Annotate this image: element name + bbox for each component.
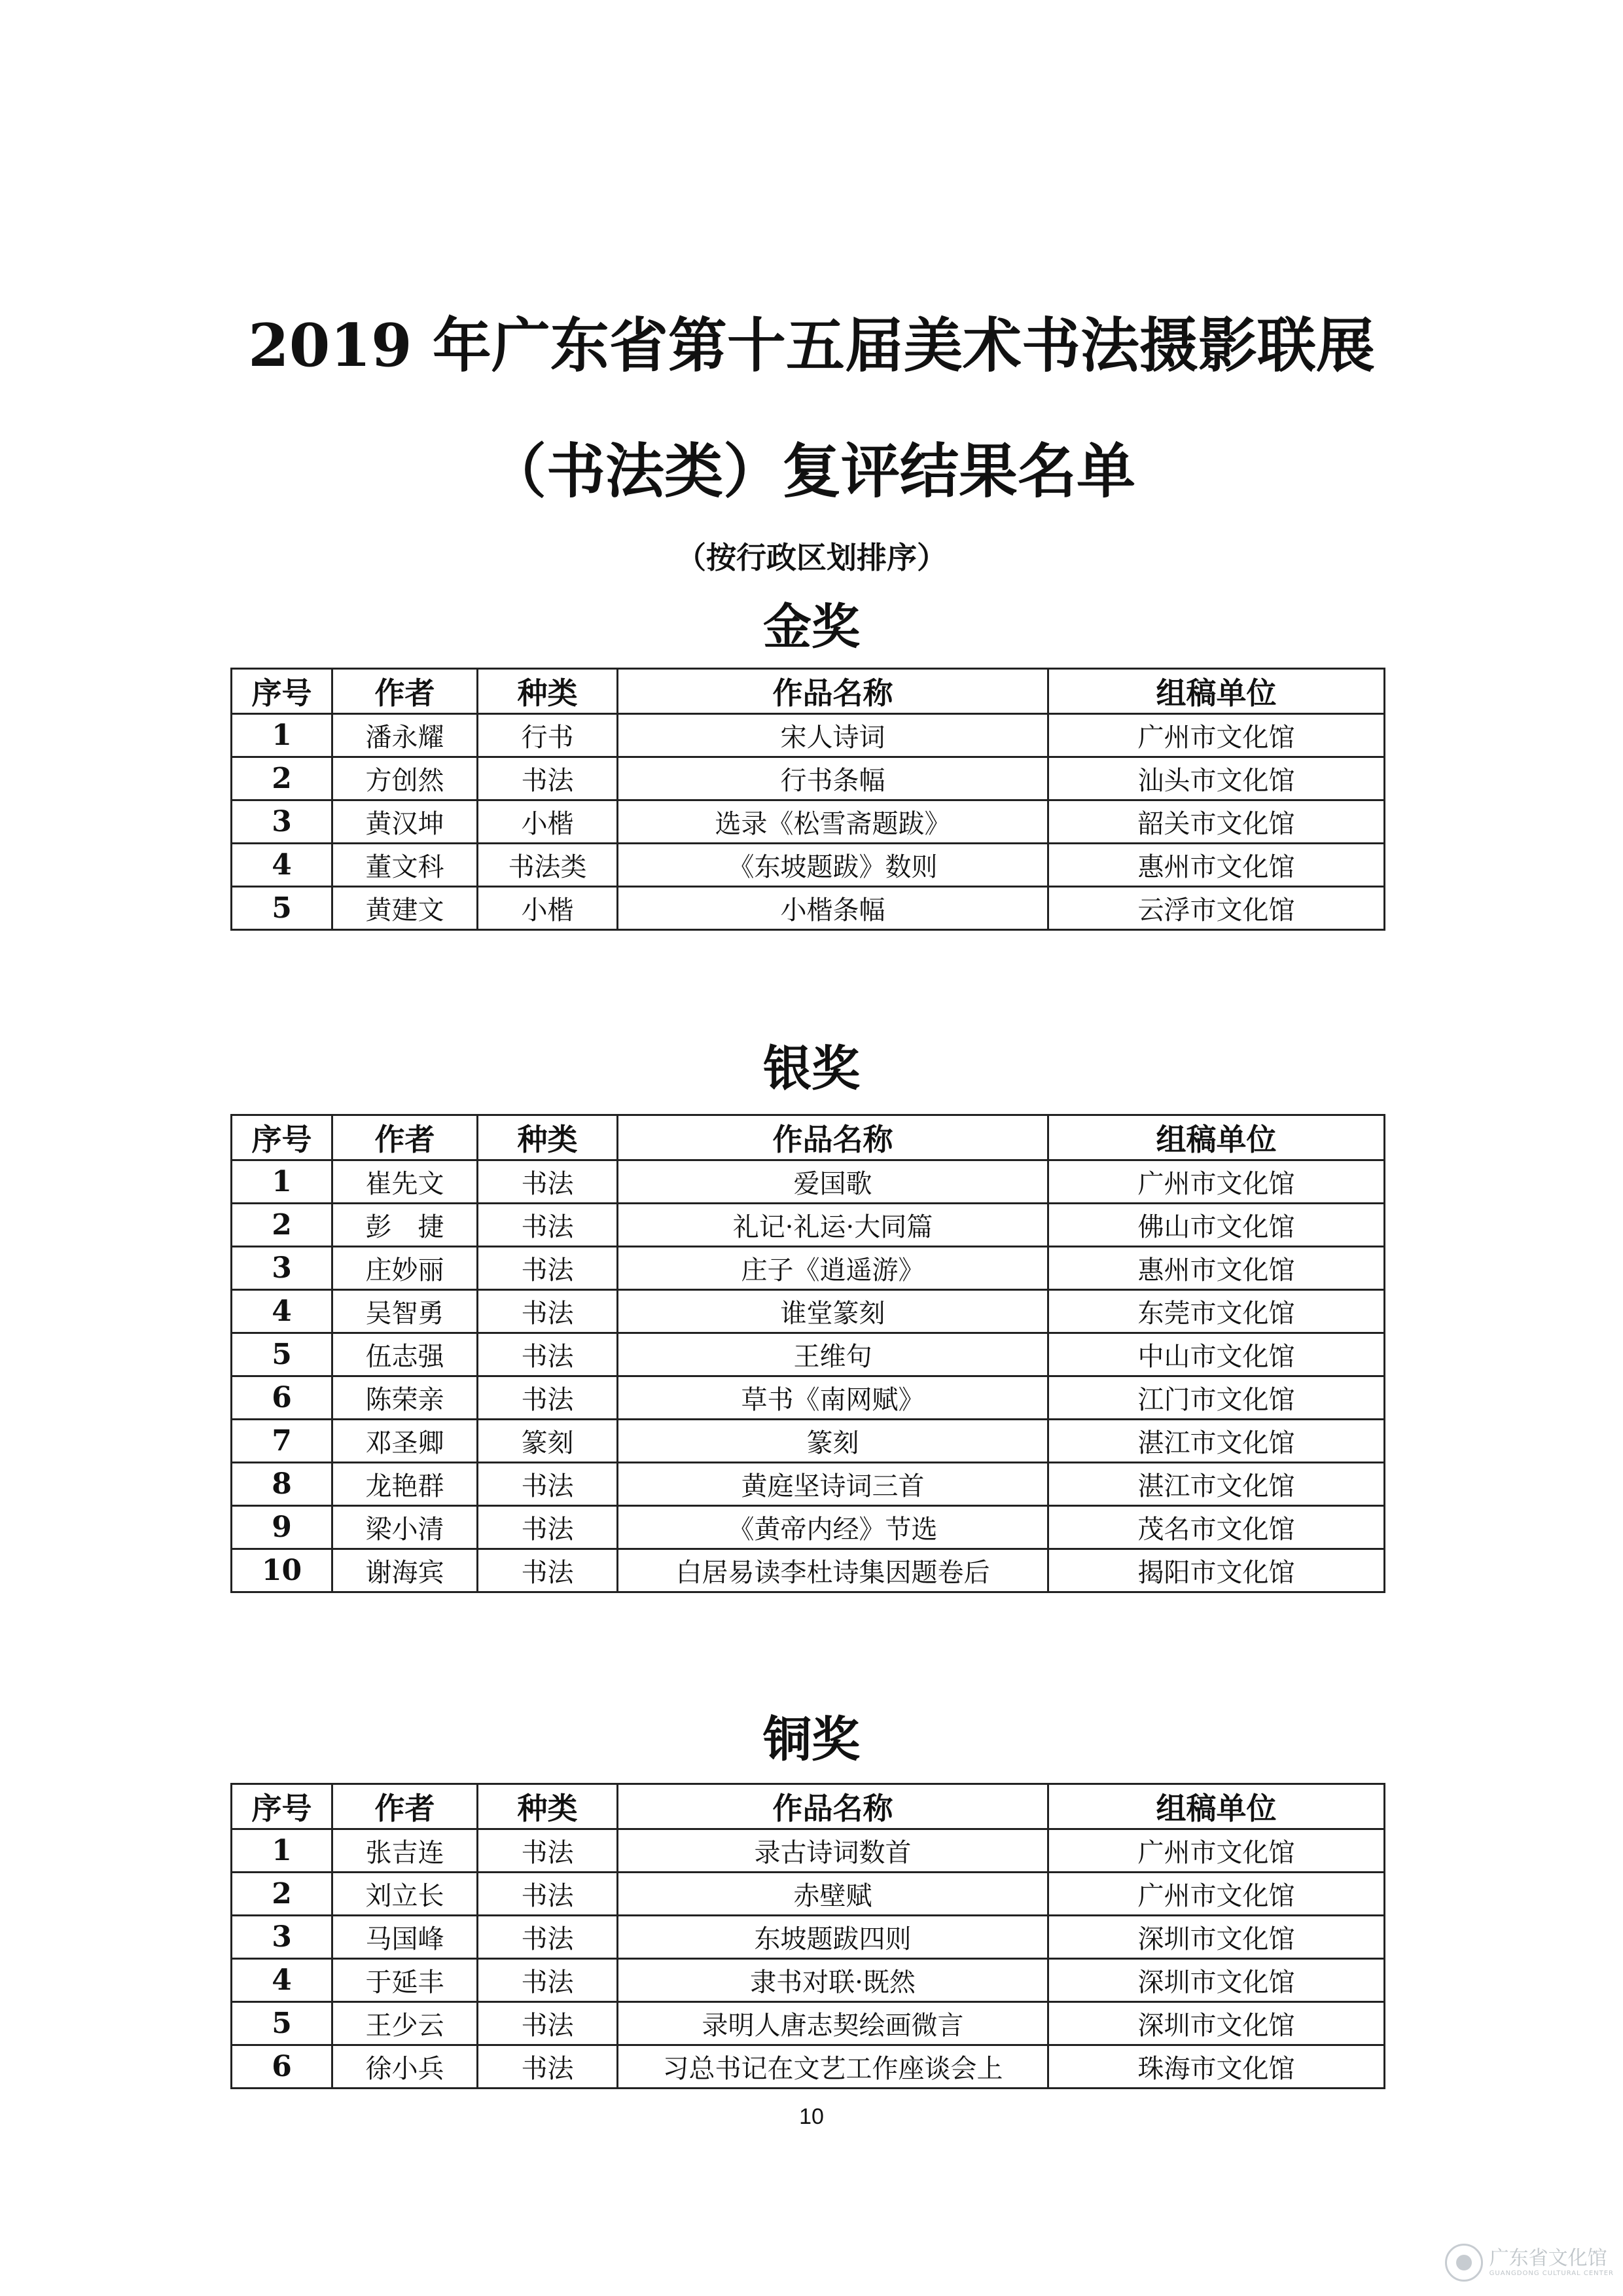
cell-no: 4 xyxy=(232,844,332,887)
cell-category: 书法 xyxy=(478,2002,618,2045)
cell-unit: 深圳市文化馆 xyxy=(1048,2002,1385,2045)
cell-work: 赤壁赋 xyxy=(618,1873,1048,1916)
cell-work: 《东坡题跋》数则 xyxy=(618,844,1048,887)
cell-category: 书法 xyxy=(478,1506,618,1549)
cell-no: 5 xyxy=(232,2002,332,2045)
table-row xyxy=(232,757,1385,800)
cell-work: 王维句 xyxy=(618,1333,1048,1376)
cell-category: 行书 xyxy=(478,714,618,757)
cell-work: 习总书记在文艺工作座谈会上 xyxy=(618,2045,1048,2089)
cell-no: 2 xyxy=(232,1204,332,1247)
cell-author: 黄汉坤 xyxy=(332,800,478,844)
table-header-row xyxy=(232,669,1385,714)
document-title-line1: 2019 年广东省第十五届美术书法摄影联展 xyxy=(248,311,1375,380)
bronze-award-table xyxy=(230,1783,1385,2089)
cell-unit: 湛江市文化馆 xyxy=(1048,1420,1385,1463)
cell-work: 隶书对联·既然 xyxy=(618,1959,1048,2002)
table-row xyxy=(232,844,1385,887)
table-row xyxy=(232,1333,1385,1376)
cell-author: 潘永耀 xyxy=(332,714,478,757)
cell-author: 伍志强 xyxy=(332,1333,478,1376)
cell-unit: 深圳市文化馆 xyxy=(1048,1959,1385,2002)
cell-no: 6 xyxy=(232,2045,332,2089)
cell-work: 篆刻 xyxy=(618,1420,1048,1463)
header-no: 序号 xyxy=(232,669,332,714)
cell-author: 崔先文 xyxy=(332,1160,478,1204)
table-header-row xyxy=(232,1784,1385,1829)
cell-work: 礼记·礼运·大同篇 xyxy=(618,1204,1048,1247)
document-subtitle: （按行政区划排序） xyxy=(676,540,947,575)
cell-work: 宋人诗词 xyxy=(618,714,1048,757)
cell-unit: 珠海市文化馆 xyxy=(1048,2045,1385,2089)
cell-no: 7 xyxy=(232,1420,332,1463)
cell-work: 爱国歌 xyxy=(618,1160,1048,1204)
cell-author: 陈荣亲 xyxy=(332,1376,478,1420)
table-row xyxy=(232,2045,1385,2089)
table-row xyxy=(232,1160,1385,1204)
cell-no: 2 xyxy=(232,1873,332,1916)
header-work: 作品名称 xyxy=(618,669,1048,714)
cell-author: 谢海宾 xyxy=(332,1549,478,1592)
cell-no: 4 xyxy=(232,1290,332,1333)
table-row xyxy=(232,1506,1385,1549)
cell-work: 黄庭坚诗词三首 xyxy=(618,1463,1048,1506)
header-no: 序号 xyxy=(232,1784,332,1829)
cell-work: 东坡题跋四则 xyxy=(618,1916,1048,1959)
cell-unit: 韶关市文化馆 xyxy=(1048,800,1385,844)
table-row xyxy=(232,1463,1385,1506)
table-header-row xyxy=(232,1115,1385,1160)
cell-no: 5 xyxy=(232,1333,332,1376)
cell-unit: 揭阳市文化馆 xyxy=(1048,1549,1385,1592)
table-row xyxy=(232,887,1385,930)
cultural-center-logo-icon xyxy=(1445,2244,1483,2282)
table-row xyxy=(232,714,1385,757)
cell-no: 1 xyxy=(232,1829,332,1873)
table-row xyxy=(232,1204,1385,1247)
cell-author: 邓圣卿 xyxy=(332,1420,478,1463)
cell-category: 书法类 xyxy=(478,844,618,887)
cell-author: 龙艳群 xyxy=(332,1463,478,1506)
cell-unit: 东莞市文化馆 xyxy=(1048,1290,1385,1333)
cell-author: 王少云 xyxy=(332,2002,478,2045)
cell-category: 书法 xyxy=(478,2045,618,2089)
cell-unit: 江门市文化馆 xyxy=(1048,1376,1385,1420)
cell-work: 录明人唐志契绘画微言 xyxy=(618,2002,1048,2045)
cell-unit: 广州市文化馆 xyxy=(1048,1873,1385,1916)
cell-author: 徐小兵 xyxy=(332,2045,478,2089)
table-row xyxy=(232,1829,1385,1873)
header-author: 作者 xyxy=(332,669,478,714)
cell-no: 1 xyxy=(232,1160,332,1204)
cell-author: 马国峰 xyxy=(332,1916,478,1959)
cell-unit: 惠州市文化馆 xyxy=(1048,1247,1385,1290)
cell-work: 《黄帝内经》节选 xyxy=(618,1506,1048,1549)
cell-category: 书法 xyxy=(478,1549,618,1592)
cell-no: 1 xyxy=(232,714,332,757)
header-unit: 组稿单位 xyxy=(1048,669,1385,714)
cell-no: 3 xyxy=(232,1916,332,1959)
cell-category: 小楷 xyxy=(478,887,618,930)
cell-category: 书法 xyxy=(478,1873,618,1916)
cell-unit: 中山市文化馆 xyxy=(1048,1333,1385,1376)
cell-work: 庄子《逍遥游》 xyxy=(618,1247,1048,1290)
cell-category: 书法 xyxy=(478,1376,618,1420)
watermark-text-en: GUANGDONG CULTURAL CENTER xyxy=(1489,2270,1614,2277)
cell-category: 书法 xyxy=(478,1247,618,1290)
header-unit: 组稿单位 xyxy=(1048,1115,1385,1160)
cell-no: 2 xyxy=(232,757,332,800)
cell-unit: 佛山市文化馆 xyxy=(1048,1204,1385,1247)
header-category: 种类 xyxy=(478,1784,618,1829)
cell-unit: 惠州市文化馆 xyxy=(1048,844,1385,887)
header-author: 作者 xyxy=(332,1784,478,1829)
cell-unit: 广州市文化馆 xyxy=(1048,714,1385,757)
table-row xyxy=(232,1376,1385,1420)
table-row xyxy=(232,1247,1385,1290)
cell-category: 书法 xyxy=(478,1290,618,1333)
cell-author: 吴智勇 xyxy=(332,1290,478,1333)
cell-no: 8 xyxy=(232,1463,332,1506)
bronze-award-heading: 铜奖 xyxy=(763,1712,860,1768)
cell-author: 方创然 xyxy=(332,757,478,800)
gold-award-heading: 金奖 xyxy=(763,599,860,655)
cell-unit: 云浮市文化馆 xyxy=(1048,887,1385,930)
table-row xyxy=(232,1916,1385,1959)
header-category: 种类 xyxy=(478,669,618,714)
cell-no: 10 xyxy=(232,1549,332,1592)
table-row xyxy=(232,800,1385,844)
header-work: 作品名称 xyxy=(618,1784,1048,1829)
cell-work: 小楷条幅 xyxy=(618,887,1048,930)
cell-unit: 广州市文化馆 xyxy=(1048,1160,1385,1204)
table-row xyxy=(232,1873,1385,1916)
cell-category: 书法 xyxy=(478,1204,618,1247)
silver-award-heading: 银奖 xyxy=(763,1041,860,1097)
gold-award-table xyxy=(230,668,1385,931)
cell-category: 书法 xyxy=(478,1959,618,2002)
table-row xyxy=(232,1290,1385,1333)
cell-author: 黄建文 xyxy=(332,887,478,930)
page-number: 10 xyxy=(799,2104,824,2129)
watermark-text-cn: 广东省文化馆 xyxy=(1489,2247,1607,2270)
cell-work: 谁堂篆刻 xyxy=(618,1290,1048,1333)
cell-category: 篆刻 xyxy=(478,1420,618,1463)
cell-work: 录古诗词数首 xyxy=(618,1829,1048,1873)
cell-author: 张吉连 xyxy=(332,1829,478,1873)
cell-unit: 茂名市文化馆 xyxy=(1048,1506,1385,1549)
header-category: 种类 xyxy=(478,1115,618,1160)
cell-unit: 深圳市文化馆 xyxy=(1048,1916,1385,1959)
table-row xyxy=(232,1549,1385,1592)
cell-work: 草书《南网赋》 xyxy=(618,1376,1048,1420)
cell-author: 彭 捷 xyxy=(332,1204,478,1247)
cell-no: 6 xyxy=(232,1376,332,1420)
cell-author: 庄妙丽 xyxy=(332,1247,478,1290)
header-unit: 组稿单位 xyxy=(1048,1784,1385,1829)
watermark xyxy=(1445,2244,1614,2282)
cell-no: 5 xyxy=(232,887,332,930)
cell-category: 书法 xyxy=(478,1160,618,1204)
cell-category: 书法 xyxy=(478,1829,618,1873)
silver-award-table xyxy=(230,1114,1385,1593)
header-no: 序号 xyxy=(232,1115,332,1160)
cell-no: 3 xyxy=(232,800,332,844)
cell-author: 于延丰 xyxy=(332,1959,478,2002)
document-title-line2: （书法类）复评结果名单 xyxy=(488,437,1135,506)
cell-work: 白居易读李杜诗集因题卷后 xyxy=(618,1549,1048,1592)
cell-category: 书法 xyxy=(478,1333,618,1376)
table-row xyxy=(232,1959,1385,2002)
cell-category: 小楷 xyxy=(478,800,618,844)
cell-category: 书法 xyxy=(478,1916,618,1959)
cell-category: 书法 xyxy=(478,1463,618,1506)
cell-category: 书法 xyxy=(478,757,618,800)
cell-author: 刘立长 xyxy=(332,1873,478,1916)
cell-work: 行书条幅 xyxy=(618,757,1048,800)
cell-unit: 汕头市文化馆 xyxy=(1048,757,1385,800)
cell-no: 3 xyxy=(232,1247,332,1290)
table-row xyxy=(232,2002,1385,2045)
cell-unit: 湛江市文化馆 xyxy=(1048,1463,1385,1506)
cell-no: 9 xyxy=(232,1506,332,1549)
cell-no: 4 xyxy=(232,1959,332,2002)
table-row xyxy=(232,1420,1385,1463)
header-author: 作者 xyxy=(332,1115,478,1160)
cell-author: 董文科 xyxy=(332,844,478,887)
cell-work: 选录《松雪斋题跋》 xyxy=(618,800,1048,844)
header-work: 作品名称 xyxy=(618,1115,1048,1160)
cell-unit: 广州市文化馆 xyxy=(1048,1829,1385,1873)
cell-author: 梁小清 xyxy=(332,1506,478,1549)
